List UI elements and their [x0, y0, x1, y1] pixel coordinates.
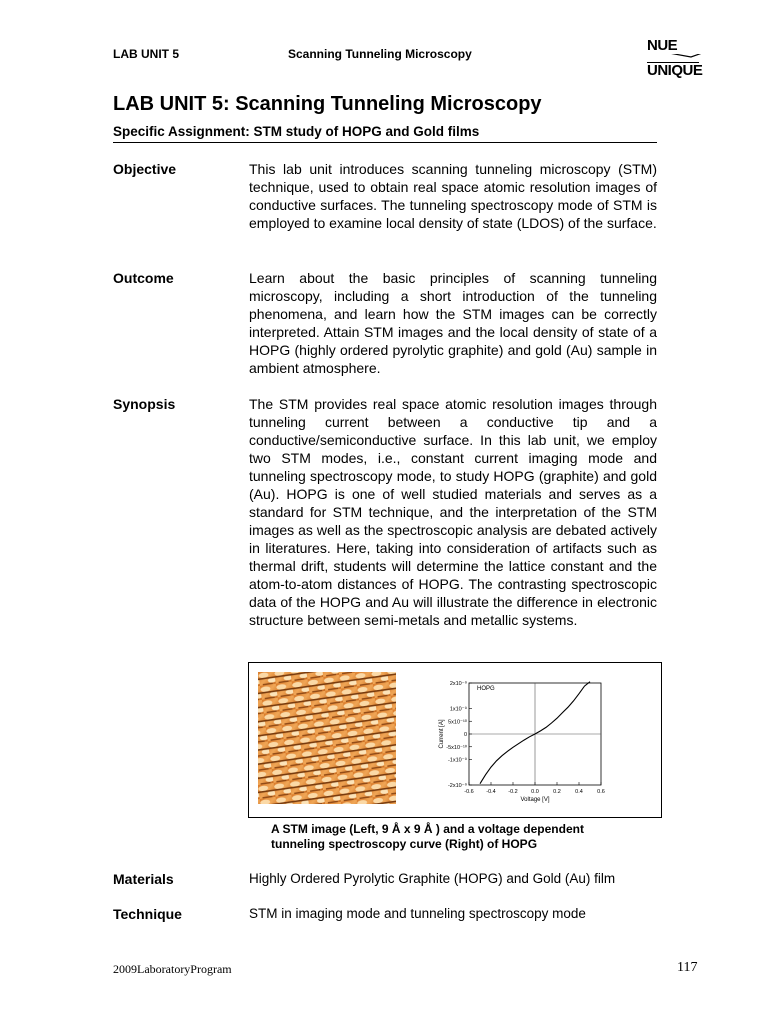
synopsis-text: The STM provides real space atomic resolution images through tunneling current between a conductive tip and a conductive/semiconductive surface. In this lab unit, we employ two STM modes, i.e., constant current imaging mode and tunneling spectroscopy mode, to study HOPG (graphite) and gold (Au). HOPG is one of well studied materials and serves as a standard for STM technique, and the interpretation of the STM images as well as the spectroscopic analysis are debated actively in literatures. Here, taking into consideration of artifacts such as thermal drift, students will determine the lattice constant and the atom-to-atom distances of HOPG. The contrasting spectroscopic data of the HOPG and Au will illustrate the difference in electronic structure between semi-metals and metallic systems. — [249, 396, 657, 628]
stm-image — [258, 672, 396, 804]
x-tick-label: 0.4 — [575, 789, 583, 795]
materials-label: Materials — [113, 871, 174, 887]
outcome-label: Outcome — [113, 270, 174, 286]
x-tick-label: -0.4 — [486, 789, 496, 795]
page-subtitle: Specific Assignment: STM study of HOPG and Gold films — [113, 124, 480, 139]
objective-label: Objective — [113, 161, 177, 177]
title-rule — [113, 142, 657, 143]
outcome-text: Learn about the basic principles of scanning tunneling microscopy, including a short introduction of the tunneling phenomena, and learn how the STM images can be correctly interpreted. Attain STM images and the local density of state of a HOPG (highly ordered pyrolytic graphite) and gold (Au) sample in ambient atmosphere. — [249, 270, 657, 376]
synopsis-label: Synopsis — [113, 396, 176, 412]
y-axis-label: Current [A] — [439, 719, 445, 749]
legend-label: HOPG — [477, 686, 495, 692]
objective-text: This lab unit introduces scanning tunneling microscopy (STM) technique, used to obtain real space atomic resolution images of conductive surfaces. The tunneling spectroscopy mode of STM is employed to examine local density of state (LDOS) of the surface. — [249, 161, 657, 231]
technique-label: Technique — [113, 906, 182, 922]
x-tick-label: -0.2 — [508, 789, 518, 795]
y-tick-label: -5x10⁻¹⁰ — [446, 744, 467, 751]
logo-swoosh-icon — [647, 54, 707, 62]
iv-chart — [429, 675, 609, 807]
x-tick-label: 0.2 — [553, 789, 561, 795]
x-tick-label: -0.6 — [464, 789, 474, 795]
y-tick-label: 5x10⁻¹⁰ — [448, 719, 467, 726]
logo-bottom-text: UNIQUE — [647, 62, 703, 79]
y-tick-label: -1x10⁻⁹ — [447, 757, 467, 764]
page-title: LAB UNIT 5: Scanning Tunneling Microscopy — [113, 93, 542, 115]
nue-unique-logo — [647, 37, 707, 79]
figure-frame — [248, 662, 662, 818]
logo-top-text: NUE — [647, 37, 678, 54]
materials-text: Highly Ordered Pyrolytic Graphite (HOPG) and Gold (Au) film — [249, 871, 616, 886]
y-tick-label: 2x10⁻⁹ — [449, 681, 467, 687]
figure-caption-line2: tunneling spectroscopy curve (Right) of HOPG — [271, 837, 538, 851]
header-unit: LAB UNIT 5 — [113, 47, 179, 61]
figure-caption-line1: A STM image (Left, 9 Å x 9 Å ) and a voltage dependent — [271, 822, 584, 836]
header-title: Scanning Tunneling Microscopy — [288, 47, 472, 61]
technique-text: STM in imaging mode and tunneling spectroscopy mode — [249, 906, 586, 921]
x-tick-label: 0.0 — [531, 789, 539, 795]
y-tick-label: 0 — [463, 732, 467, 738]
y-tick-label: -2x10⁻⁹ — [447, 783, 467, 789]
footer-program: 2009LaboratoryProgram — [113, 962, 232, 976]
x-tick-label: 0.6 — [597, 789, 605, 795]
x-axis-label: Voltage [V] — [520, 797, 550, 803]
page-number: 117 — [677, 960, 698, 975]
y-tick-label: 1x10⁻⁹ — [449, 706, 467, 713]
